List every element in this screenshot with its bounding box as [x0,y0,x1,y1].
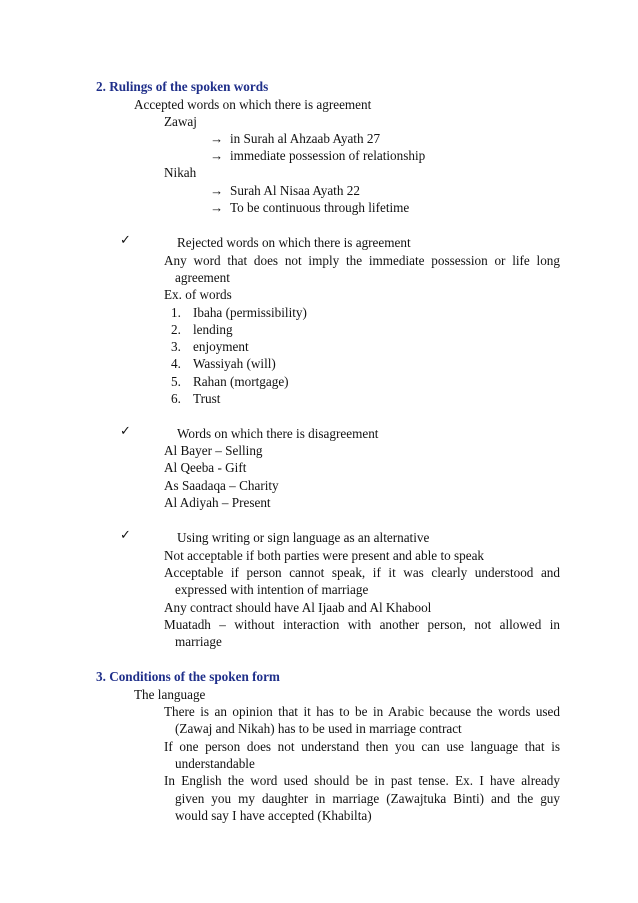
list-item: 5. Rahan (mortgage) [171,374,289,389]
paragraph-1-line-2: (Zawaj and Nikah) has to be used in marriage contract [175,721,462,736]
zawaj-point-2: → immediate possession of relationship [210,148,426,163]
checkmark-icon: ✓ [120,528,131,543]
paragraph-2-line-1: If one person does not understand then you can use language that is [164,739,560,754]
nikah-label: Nikah [164,165,197,180]
list-item: 2. lending [171,322,233,337]
checkmark-icon: ✓ [120,233,131,248]
list-item: Al Qeeba - Gift [164,460,247,475]
accepted-words-label: Accepted words on which there is agreement [134,97,372,112]
alternative-line-1: Not acceptable if both parties were present and able to speak [164,548,485,563]
alternative-line-2a: Acceptable if person cannot speak, if it was clearly understood and [164,565,560,580]
zawaj-point-1: → in Surah al Ahzaab Ayath 27 [210,131,381,146]
alternative-title: Using writing or sign language as an alternative [177,530,430,545]
section-3-heading: 3. Conditions of the spoken form [96,669,280,684]
alternative-line-4b: marriage [175,634,222,649]
zawaj-label: Zawaj [164,114,197,129]
list-item: Al Bayer – Selling [164,443,263,458]
list-item: 3. enjoyment [171,339,249,354]
alternative-line-4a: Muatadh – without interaction with another person, not allowed in [164,617,560,632]
arrow-right-icon: → [210,183,224,198]
list-item: As Saadaqa – Charity [164,478,279,493]
language-label: The language [134,687,206,702]
list-item: 4. Wassiyah (will) [171,356,276,371]
rejected-desc-line1: Any word that does not imply the immediate possession or life long [164,253,560,268]
paragraph-3-line-3: would say I have accepted (Khabilta) [175,808,372,823]
alternative-line-3: Any contract should have Al Ijaab and Al Khabool [164,600,432,615]
examples-label: Ex. of words [164,287,232,302]
nikah-point-1: → Surah Al Nisaa Ayath 22 [210,183,360,198]
section-2-heading: 2. Rulings of the spoken words [96,79,269,94]
rejected-desc-line2: agreement [175,270,230,285]
paragraph-3-line-2: given you my daughter in marriage (Zawajtuka Binti) and the guy [175,791,560,806]
list-item: 1. Ibaha (permissibility) [171,305,307,320]
list-item: 6. Trust [171,391,221,406]
arrow-right-icon: → [210,148,224,163]
arrow-right-icon: → [210,200,224,215]
rejected-words-title: Rejected words on which there is agreement [177,235,411,250]
paragraph-2-line-2: understandable [175,756,255,771]
paragraph-1-line-1: There is an opinion that it has to be in Arabic because the words used [164,704,560,719]
arrow-right-icon: → [210,131,224,146]
checkmark-icon: ✓ [120,424,131,439]
alternative-line-2b: expressed with intention of marriage [175,582,369,597]
paragraph-3-line-1: In English the word used should be in past tense. Ex. I have already [164,773,560,788]
disagreement-title: Words on which there is disagreement [177,426,379,441]
list-item: Al Adiyah – Present [164,495,271,510]
nikah-point-2: → To be continuous through lifetime [210,200,410,215]
